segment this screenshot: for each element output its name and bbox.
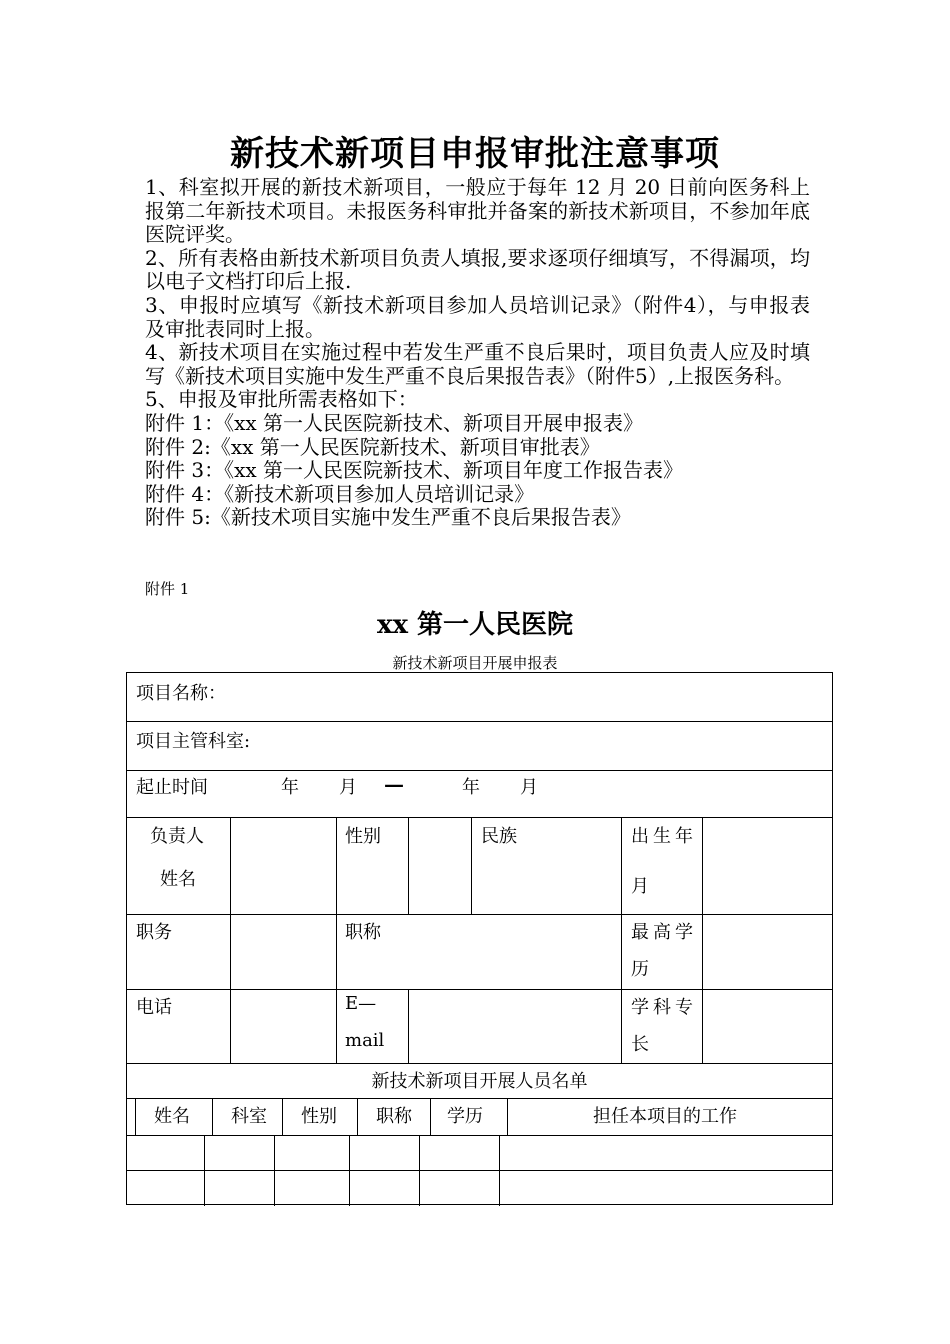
birth-label-line1: 出生年 — [631, 826, 697, 847]
attachment-item-2: 附件 2:《xx 第一人民医院新技术、新项目审批表》 — [145, 434, 600, 459]
attachment-item-5: 附件 5:《新技术项目实施中发生严重不良后果报告表》 — [145, 505, 631, 530]
ethnicity-label: 民族 — [481, 826, 517, 847]
hospital-name: xx 第一人民医院 — [376, 610, 574, 640]
form-name: 新技术新项目开展申报表 — [392, 654, 558, 672]
staff-header-role: 担任本项目的工作 — [593, 1106, 737, 1127]
staff-header-education: 学历 — [447, 1106, 483, 1127]
phone-label: 电话 — [136, 997, 172, 1018]
attachment-item-4: 附件 4：《新技术新项目参加人员培训记录》 — [145, 481, 535, 506]
gender-label: 性别 — [345, 826, 381, 847]
note-4: 4、新技术项目在实施过程中若发生严重不良后果时，项目负责人应及时填写《新技术项目实施中发生严重不良后果报告表》（附件5）,上报医务科。 — [145, 340, 810, 388]
notes-section — [145, 176, 810, 530]
period-label: 起止时间 — [136, 777, 208, 798]
start-month-label: 月 — [339, 777, 357, 798]
education-label-line1: 最高学 — [631, 922, 697, 943]
staff-header-name: 姓名 — [154, 1106, 190, 1127]
leader-label-line1: 负责人 — [150, 826, 204, 847]
staff-header-gender: 性别 — [301, 1106, 337, 1127]
attachment-item-3: 附件 3：《xx 第一人民医院新技术、新项目年度工作报告表》 — [145, 458, 683, 483]
title-label: 职称 — [345, 922, 381, 943]
staff-list-title: 新技术新项目开展人员名单 — [371, 1071, 588, 1092]
position-label: 职务 — [136, 922, 172, 943]
leader-label-line2: 姓名 — [160, 869, 196, 890]
email-label-line2: mail — [345, 1030, 385, 1051]
major-label-line2: 长 — [631, 1034, 649, 1055]
staff-header-dept: 科室 — [231, 1106, 267, 1127]
email-label-line1: E— — [345, 993, 377, 1014]
start-year-label: 年 — [281, 777, 299, 798]
attachment-item-1: 附件 1：《xx 第一人民医院新技术、新项目开展申报表》 — [145, 410, 643, 435]
application-form-table — [126, 672, 833, 1205]
note-2: 2、所有表格由新技术新项目负责人填报,要求逐项仔细填写，不得漏项，均以电子文档打印后上报. — [145, 245, 810, 294]
project-name-label: 项目名称： — [136, 683, 226, 704]
page-title: 新技术新项目申报审批注意事项 — [230, 134, 720, 174]
birth-label-line2: 月 — [631, 876, 649, 897]
major-label-line1: 学科专 — [631, 997, 697, 1018]
attachment-label: 附件 1 — [145, 580, 190, 598]
end-month-label: 月 — [520, 777, 538, 798]
note-5: 5、申报及审批所需表格如下： — [145, 387, 418, 412]
period-dash: — — [384, 772, 404, 796]
staff-header-title: 职称 — [376, 1106, 412, 1127]
education-label-line2: 历 — [631, 959, 649, 980]
note-3: 3、申报时应填写《新技术新项目参加人员培训记录》（附件4），与申报表及审批表同时上报。 — [145, 292, 810, 341]
note-1: 1、科室拟开展的新技术新项目，一般应于每年 12 月 20 日前向医务科上报第二年新技术项目。未报医务科审批并备案的新技术新项目，不参加年底医院评奖。 — [145, 175, 810, 247]
end-year-label: 年 — [462, 777, 480, 798]
dept-label: 项目主管科室: — [136, 731, 251, 752]
